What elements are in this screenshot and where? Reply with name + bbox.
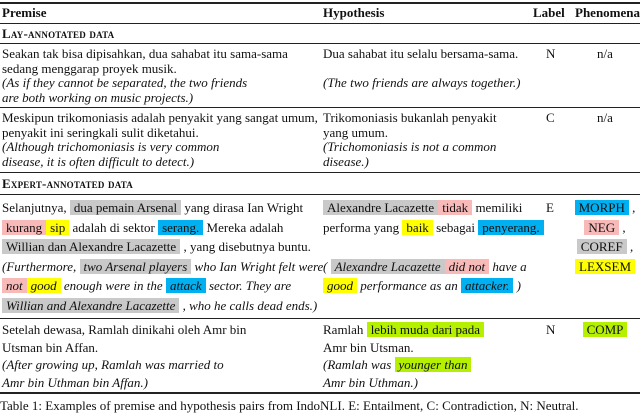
text-span: disease.) [323,153,369,169]
text-span: , [619,219,626,235]
text-span: (As if they cannot be separated, the two friends [2,75,248,90]
highlight-yellow: good [323,278,357,293]
cell-line [323,126,497,141]
cell-line [2,126,318,141]
highlight-gray: COREF [577,239,627,254]
text-span: , [628,200,636,215]
cell-line [323,198,544,218]
cell-line [570,47,640,62]
phenomena-cell [570,47,640,62]
highlight-pink: not [2,278,27,293]
text-span: ( [323,258,331,274]
text-span: , [626,239,634,254]
text-span: Selanjutnya, [2,200,70,215]
highlight-gray: dua pemain Arsenal [70,200,181,215]
cell-line [2,111,318,126]
premise-cell [2,111,318,169]
cell-line [2,91,288,106]
text-span: (Furthermore, [2,258,80,274]
cell-line [2,257,323,277]
hypothesis-cell [323,321,484,391]
text-span: memiliki [472,200,523,215]
section-expert: Expert-annotated data [2,176,133,191]
cell-line [570,198,640,218]
cell-line [323,276,544,296]
text-span: Meskipun trikomoniasis adalah penyakit yang sangat umum, [2,110,318,125]
highlight-gray: Willian dan Alexandre Lacazette [2,239,180,254]
text-span: (After growing up, Ramlah was married to [2,357,224,372]
text-span: ) [513,278,521,293]
row-rule [0,107,640,108]
cell-line [323,257,544,277]
highlight-pink: tidak [438,200,472,215]
premise-cell [2,47,288,105]
cell-line [2,140,318,155]
text-span: yang dirasa Ian Wright [181,200,304,215]
cell-line [323,111,497,126]
text-span: Setelah dewasa, Ramlah dinikahi oleh Amr bin [2,322,247,337]
phenomena-cell [570,198,640,276]
section-rule [0,194,640,195]
cell-line [2,218,323,238]
phenomena-cell [570,321,640,339]
text-span: Utsman bin Affan. [2,339,99,355]
table-caption: Table 1: Examples of premise and hypothesis pairs from IndoNLI. E: Entailment, C: Contradiction, N: Neutral. [0,398,579,413]
cell-line [570,257,640,277]
highlight-yellow: baik [402,220,432,235]
text-span: yang umum. [323,124,388,140]
highlight-yellow: sip [46,220,69,235]
cell-line [2,296,323,316]
text-span: (Trichomoniasis is not a common [323,139,497,154]
cell-line [323,339,484,357]
premise-cell [2,198,323,315]
row-rule [0,172,640,173]
cell-line [2,237,323,257]
section-lay: Lay-annotated data [2,26,115,41]
highlight-blue: attacker. [461,278,513,293]
text-span: performance as an [357,278,461,293]
text-span: Amr bin Utsman. [323,339,414,355]
bottom-rule [0,392,640,394]
text-span: n/a [597,46,613,61]
highlight-blue: attack [166,278,206,293]
text-span: enough were in the [60,278,166,293]
text-span: performa yang [323,219,403,235]
phenomena-cell [570,111,640,126]
cell-line [323,62,520,77]
cell-line [2,374,246,392]
header-hypothesis: Hypothesis [323,5,385,20]
cell-line [323,321,484,339]
text-span: adalah di sektor [69,219,159,235]
highlight-gray: Willian and Alexandre Lacazette [2,298,179,313]
label-cell: C [546,110,555,125]
cell-line [323,155,497,170]
text-span: Amr bin Uthman bin Affan.) [2,374,149,390]
row-rule [0,318,640,319]
top-rule [0,2,640,4]
cell-line [570,111,640,126]
cell-line [2,356,246,374]
cell-line [2,47,288,62]
cell-line [2,276,323,296]
cell-line [2,76,288,91]
hypothesis-cell [323,198,544,296]
label-cell: N [546,46,556,61]
text-span: are both working on music projects.) [2,89,194,105]
text-span: , who he calls dead ends.) [179,297,318,313]
highlight-blue: serang. [158,220,203,235]
highlight-pink: did not [445,259,489,274]
highlight-green: COMP [583,322,628,337]
cell-line [570,237,640,257]
highlight-pink: kurang [2,220,46,235]
highlight-blue: penyerang. [478,220,543,235]
cell-line [323,47,520,62]
cell-line [2,155,318,170]
header-label: Label [533,5,565,20]
header-premise: Premise [2,5,47,20]
text-span: (Although trichomoniasis is very common [2,139,220,154]
text-span: disease, it is often difficult to detect.) [2,153,195,169]
text-span: Ramlah [323,322,367,337]
text-span: have a [489,258,527,274]
highlight-pink: NEG [584,220,619,235]
cell-line [323,356,484,374]
text-span: Amr bin Uthman.) [323,374,418,390]
header-rule [0,23,640,24]
text-span: sector. They are [205,278,292,293]
text-span: (The two friends are always together.) [323,75,521,90]
text-span: sebagai [432,219,479,235]
cell-line [323,237,544,257]
premise-cell [2,321,246,391]
highlight-blue: MORPH [575,200,629,215]
highlight-green: younger than [395,357,472,372]
cell-line [323,218,544,238]
text-span: penyakit ini seringkali sulit diketahui. [2,124,199,140]
text-span: who Ian Wright felt were [191,258,324,274]
cell-line [323,76,520,91]
highlight-green: lebih muda dari pada [367,322,484,337]
text-span: , yang disebutnya buntu. [180,239,311,254]
text-span: Seakan tak bisa dipisahkan, dua sahabat itu sama-sama [2,46,288,61]
cell-line [2,321,246,339]
highlight-gray: two Arsenal players [80,259,192,274]
cell-line [570,321,640,339]
label-cell: N [546,322,556,337]
text-span: Mereka adalah [203,219,284,235]
highlight-gray: Alexandre Lacazette [323,200,438,215]
header-phenomena: Phenomena [575,5,640,20]
text-span: Dua sahabat itu selalu bersama-sama. [323,46,519,61]
text-span: Trikomoniasis bukanlah penyakit [323,110,497,125]
cell-line [323,374,484,392]
cell-line [2,62,288,77]
text-span: (Ramlah was [323,357,395,372]
cell-line [570,218,640,238]
cell-line [323,140,497,155]
label-cell: E [546,200,554,215]
cell-line [2,339,246,357]
highlight-yellow: good [27,278,61,293]
hypothesis-cell [323,47,520,91]
text-span: sedang menggarap proyek musik. [2,60,177,76]
cell-line [2,198,323,218]
text-span: n/a [597,110,613,125]
highlight-yellow: LEXSEM [575,259,635,274]
highlight-gray: Alexandre Lacazette [331,259,445,274]
section-rule [0,43,640,44]
hypothesis-cell [323,111,497,169]
